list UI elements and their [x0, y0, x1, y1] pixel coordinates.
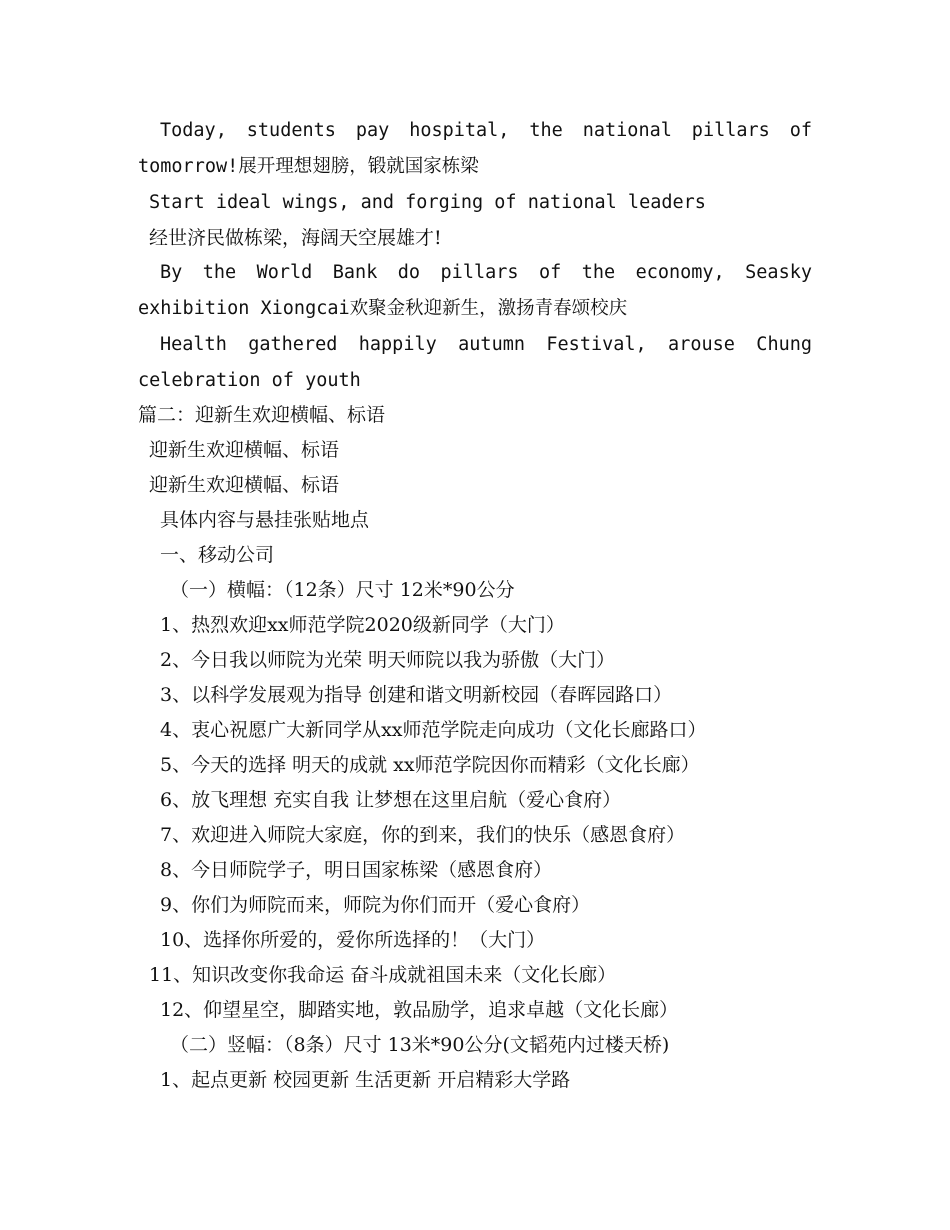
list-item: 2、今日我以师院为光荣 明天师院以我为骄傲（大门） — [160, 649, 616, 671]
list-item: 7、欢迎进入师院大家庭，你的到来，我们的快乐（感恩食府） — [160, 824, 686, 846]
list-item: 8、今日师院学子，明日国家栋梁（感恩食府） — [160, 859, 553, 881]
list-item: 12、仰望星空，脚踏实地，敦品励学，追求卓越（文化长廊） — [160, 999, 679, 1021]
list-item: 3、以科学发展观为指导 创建和谐文明新校园（春晖园路口） — [160, 684, 673, 706]
text-line: Today, students pay hospital, the national pillars of — [160, 120, 812, 141]
text-line: tomorrow!展开理想翅膀，锻就国家栋梁 — [138, 156, 479, 177]
text-line: celebration of youth — [138, 370, 361, 391]
list-item: 5、今天的选择 明天的成就 xx师范学院因你而精彩（文化长廊） — [160, 754, 700, 776]
list-item: 9、你们为师院而来，师院为你们而开（爱心食府） — [160, 894, 591, 916]
list-item: 1、热烈欢迎xx师范学院2020级新同学（大门） — [160, 614, 565, 636]
text-line: By the World Bank do pillars of the economy, Seasky — [160, 262, 812, 283]
text-line: （二）竖幅：（8条）尺寸 13米*90公分(文韬苑内过楼天桥) — [170, 1034, 670, 1056]
text-line: 经世济民做栋梁，海阔天空展雄才! — [149, 227, 442, 249]
text-line: Start ideal wings, and forging of national leaders — [149, 192, 706, 213]
list-item: 6、放飞理想 充实自我 让梦想在这里启航（爱心食府） — [160, 789, 622, 811]
text-line: Health gathered happily autumn Festival, arouse Chung — [160, 334, 812, 355]
list-item: 11、知识改变你我命运 奋斗成就祖国未来（文化长廊） — [149, 964, 617, 986]
list-item: 10、选择你所爱的，爱你所选择的！（大门） — [160, 929, 546, 951]
list-item: 4、衷心祝愿广大新同学从xx师范学院走向成功（文化长廊路口） — [160, 719, 707, 741]
section-heading: 篇二：迎新生欢迎横幅、标语 — [138, 404, 386, 426]
text-line: 迎新生欢迎横幅、标语 — [149, 474, 340, 496]
text-line: exhibition Xiongcai欢聚金秋迎新生，激扬青春颂校庆 — [138, 298, 628, 319]
list-item: 1、起点更新 校园更新 生活更新 开启精彩大学路 — [160, 1069, 571, 1091]
text-line: （一）横幅：（12条）尺寸 12米*90公分 — [170, 579, 515, 601]
text-line: 迎新生欢迎横幅、标语 — [149, 439, 340, 461]
text-line: 一、移动公司 — [160, 544, 275, 566]
text-line: 具体内容与悬挂张贴地点 — [160, 509, 370, 531]
